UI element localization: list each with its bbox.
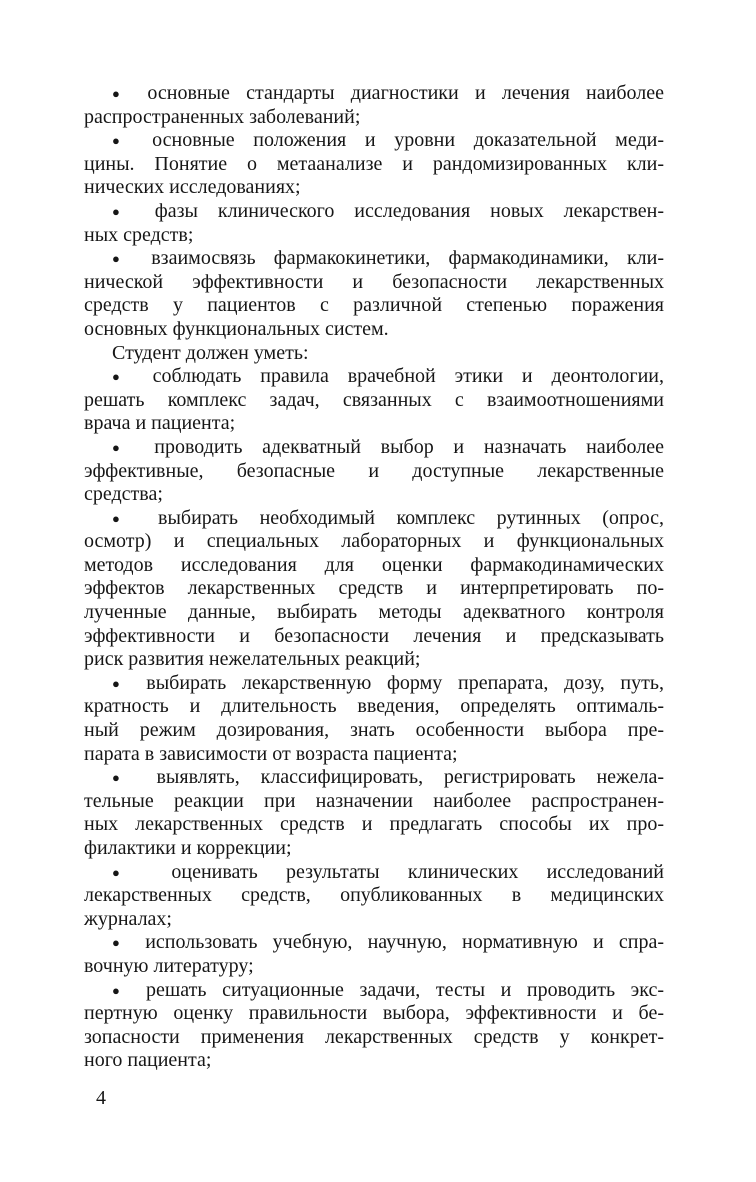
text-line: лученные данные, выбирать методы адекватного контроля [84, 601, 664, 624]
text-line: методов исследования для оценки фармакодинамических [84, 553, 664, 576]
text-line: лекарственных средств, опубликованных в медицинских [84, 884, 664, 907]
text-line: Студент должен уметь: [112, 341, 309, 364]
bullet-icon: ● [112, 864, 144, 880]
bullet-icon: ● [112, 439, 135, 455]
text-line: ● выявлять, классифицировать, регистрировать нежела- [112, 766, 664, 789]
text-line: ● использовать учебную, научную, нормативную и спра- [112, 931, 664, 954]
bullet-icon: ● [112, 510, 137, 526]
bullet-icon: ● [112, 203, 135, 219]
text-line: вочную литературу; [84, 954, 254, 977]
bullet-icon: ● [112, 982, 131, 998]
text-line: филактики и коррекции; [84, 837, 292, 859]
text-line: ● основные положения и уровни доказательной меди- [112, 129, 664, 152]
text-line: нических исследованиях; [84, 176, 301, 199]
text-line: ● выбирать лекарственную форму препарата, дозу, путь, [112, 671, 664, 694]
text-line: средств у пациентов с различной степенью поражения [84, 294, 664, 317]
text-line: осмотр) и специальных лабораторных и функциональных [84, 530, 664, 553]
text-line: нической эффективности и безопасности лекарственных [84, 270, 664, 293]
text-line: основных функциональных систем. [84, 317, 389, 340]
text-line: врача и пациента; [84, 412, 236, 435]
text-line: цины. Понятие о метаанализе и рандомизированных кли- [84, 152, 664, 175]
text-line: парата в зависимости от возраста пациента; [84, 742, 458, 765]
text-line: ● выбирать необходимый комплекс рутинных (опрос, [112, 506, 665, 529]
text-line: ный режим дозирования, знать особенности выбора пре- [84, 719, 664, 742]
text-line: ● проводить адекватный выбор и назначать наиболее [112, 435, 665, 458]
text-line: ных лекарственных средств и предлагать способы их про- [84, 813, 664, 836]
bullet-icon: ● [112, 133, 134, 149]
text-line: риск развития нежелательных реакций; [84, 648, 421, 671]
text-line: распространенных заболеваний; [84, 105, 361, 128]
text-line: ● оценивать результаты клинических исследований [112, 860, 665, 883]
bullet-icon: ● [112, 251, 134, 267]
text-line: эффектов лекарственных средств и интерпретировать по- [84, 577, 664, 600]
text-line: ного пациента; [84, 1049, 212, 1072]
bullet-icon: ● [112, 86, 132, 101]
bullet-icon: ● [112, 675, 131, 691]
text-line: ● соблюдать правила врачебной этики и деонтологии, [112, 365, 665, 388]
page-number: 4 [96, 1087, 106, 1109]
page-body-text [84, 82, 664, 1073]
text-line: журналах; [84, 907, 172, 930]
text-line: средства; [84, 483, 163, 506]
text-line: ● решать ситуационные задачи, тесты и проводить экс- [112, 978, 664, 1001]
bullet-icon: ● [112, 369, 134, 385]
text-line: кратность и длительность введения, определять оптималь- [84, 695, 664, 718]
text-line: ● взаимосвязь фармакокинетики, фармакодинамики, кли- [112, 247, 664, 270]
text-line: тельные реакции при назначении наиболее распространен- [84, 789, 664, 812]
bullet-icon: ● [112, 935, 131, 951]
bullet-icon: ● [112, 770, 136, 786]
text-line: зопасности применения лекарственных средств у конкрет- [84, 1025, 664, 1048]
text-line: решать комплекс задач, связанных с взаимоотношениями [84, 388, 664, 411]
text-line: ных средств; [84, 223, 194, 246]
text-line: эффективности и безопасности лечения и предсказывать [84, 624, 664, 647]
text-line: ● основные стандарты диагностики и лечения наиболее [112, 82, 664, 104]
text-line: пертную оценку правильности выбора, эффективности и бе- [84, 1002, 664, 1025]
text-line: ● фазы клинического исследования новых лекарствен- [112, 199, 664, 222]
text-line: эффективные, безопасные и доступные лекарственные [84, 459, 664, 482]
